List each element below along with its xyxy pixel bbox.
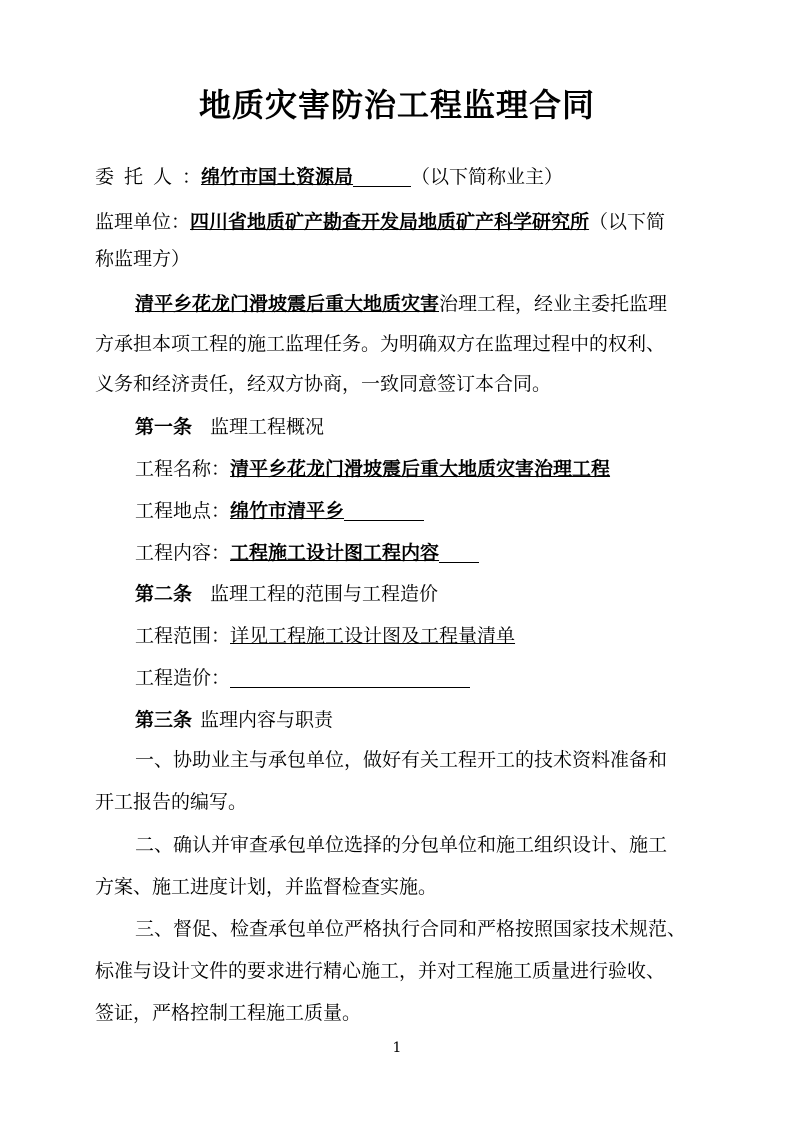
project-cost-line [135,664,755,692]
client-value: 绵竹市国土资源局 [201,166,354,188]
project-scope-value: 详见工程施工设计图及工程量清单 [230,625,516,647]
project-name-label: 工程名称： [135,458,231,480]
intro-line-1 [135,290,755,318]
supervisor-line [95,208,715,236]
project-content-line [135,539,755,567]
article-3-title: 监理内容与职责 [200,709,334,731]
article-2-head: 第二条 [135,583,193,605]
item-2-line-1: 二、确认并审查承包单位选择的分包单位和施工组织设计、施工 [135,834,668,856]
article-1 [135,413,755,441]
project-location-line [135,497,755,525]
supervisor-note-cont: 称监理方） [95,248,191,270]
project-cost-label: 工程造价： [135,667,231,689]
item-1-line-1: 一、协助业主与承包单位，做好有关工程开工的技术资料准备和 [135,749,668,771]
intro-rest: 治理工程，经业主委托监理 [439,293,668,315]
item-1-line-2: 开工报告的编写。 [95,791,248,813]
supervisor-value: 四川省地质矿产勘查开发局地质矿产科学研究所 [190,211,590,233]
project-location-label: 工程地点： [135,500,231,522]
project-cost-blank [230,667,470,688]
item-2-line-2: 方案、施工进度计划，并监督检查实施。 [95,876,438,898]
project-name-value: 清平乡花龙门滑坡震后重大地质灾害治理工程 [230,458,611,480]
article-1-head: 第一条 [135,416,193,438]
page-number: 1 [392,1040,402,1056]
supervisor-note: （以下简 [589,211,666,233]
article-2 [135,580,755,608]
article-3 [135,706,755,734]
article-3-head: 第三条 [135,709,193,731]
item-3-line-3: 签证，严格控制工程施工质量。 [95,1002,362,1024]
client-line [95,163,715,191]
article-2-title: 监理工程的范围与工程造价 [210,583,439,605]
project-name-line [135,455,755,483]
item-3-line-1: 三、督促、检查承包单位严格执行合同和严格按照国家技术规范、 [135,918,687,940]
intro-project-name: 清平乡花龙门滑坡震后重大地质灾害 [135,293,440,315]
item-3-line-2: 标准与设计文件的要求进行精心施工，并对工程施工质量进行验收、 [95,960,666,982]
project-content-value: 工程施工设计图工程内容 [230,542,440,564]
supervisor-label: 监理单位： [95,211,191,233]
client-sep: ： [182,166,202,188]
project-scope-line [135,622,755,650]
intro-line-2: 方承担本项工程的施工监理任务。为明确双方在监理过程中的权利、 [95,333,666,355]
project-location-value: 绵竹市清平乡 [230,500,345,522]
client-label: 委托人 [95,166,183,188]
article-1-title: 监理工程概况 [210,416,325,438]
client-note: （以下简称业主） [411,166,564,188]
project-content-label: 工程内容： [135,542,231,564]
intro-line-3: 义务和经济责任，经双方协商，一致同意签订本合同。 [95,373,552,395]
project-scope-label: 工程范围： [135,625,231,647]
document-title: 地质灾害防治工程监理合同 [198,86,595,124]
